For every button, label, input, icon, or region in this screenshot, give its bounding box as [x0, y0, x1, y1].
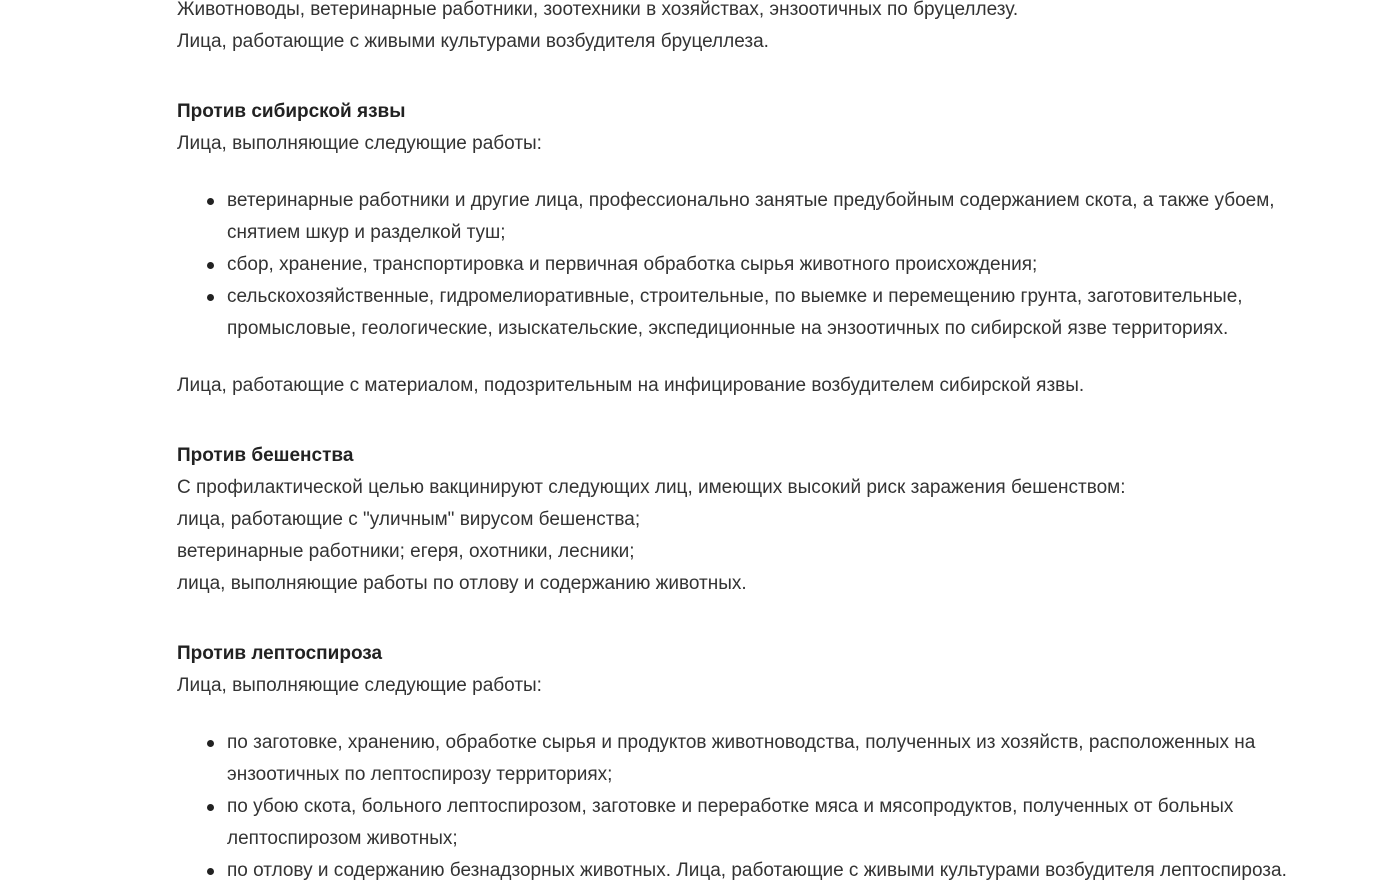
- bullet-icon: [207, 804, 214, 811]
- anthrax-list: [177, 185, 1377, 345]
- article-body: [177, 0, 1377, 887]
- list-item-text-cont: энзоотичных по лептоспирозу территориях;: [227, 764, 613, 785]
- rabies-line-2: лица, работающие с "уличным" вирусом бешенства;: [177, 509, 641, 530]
- spacer: [177, 702, 1377, 727]
- anthrax-footer: Лица, работающие с материалом, подозрительным на инфицирование возбудителем сибирской язвы.: [177, 375, 1085, 396]
- rabies-line-1: С профилактической целью вакцинируют следующих лиц, имеющих высокий риск заражения бешенством:: [177, 477, 1126, 498]
- list-item-text-cont: промысловые, геологические, изыскательские, экспедиционные на энзоотичных по сибирской язве территориях.: [227, 318, 1229, 339]
- list-item-text-cont: лептоспирозом животных;: [227, 828, 458, 849]
- anthrax-heading: Против сибирской язвы: [177, 101, 406, 122]
- intro-line-1: Животноводы, ветеринарные работники, зоотехники в хозяйствах, энзоотичных по бруцеллезу.: [177, 0, 1019, 20]
- bullet-icon: [207, 198, 214, 205]
- list-item: [227, 791, 1377, 855]
- rabies-heading: Против бешенства: [177, 445, 354, 466]
- leptospirosis-lead: Лица, выполняющие следующие работы:: [177, 675, 542, 696]
- list-item: [227, 855, 1377, 887]
- list-item-text: по убою скота, больного лептоспирозом, заготовке и переработке мяса и мясопродуктов, полученных от больных: [227, 796, 1234, 817]
- spacer: [177, 58, 1377, 96]
- list-item-text: сбор, хранение, транспортировка и первичная обработка сырья животного происхождения;: [227, 254, 1038, 275]
- bullet-icon: [207, 740, 214, 747]
- list-item-text: по отлову и содержанию безнадзорных животных. Лица, работающие с живыми культурами возбудителя лептоспироза.: [227, 860, 1287, 881]
- bullet-icon: [207, 868, 214, 875]
- spacer: [177, 600, 1377, 638]
- rabies-line-4: лица, выполняющие работы по отлову и содержанию животных.: [177, 573, 747, 594]
- list-item-text-cont: снятием шкур и разделкой туш;: [227, 222, 506, 243]
- leptospirosis-heading: Против лептоспироза: [177, 643, 383, 664]
- spacer: [177, 160, 1377, 185]
- list-item: [227, 727, 1377, 791]
- leptospirosis-list: [177, 727, 1377, 887]
- rabies-line-3: ветеринарные работники; егеря, охотники, лесники;: [177, 541, 635, 562]
- list-item-text: сельскохозяйственные, гидромелиоративные, строительные, по выемке и перемещению грунта, заготовительные,: [227, 286, 1243, 307]
- list-item: [227, 185, 1377, 249]
- list-item-text: по заготовке, хранению, обработке сырья и продуктов животноводства, полученных из хозяйств, расположенных на: [227, 732, 1256, 753]
- spacer: [177, 402, 1377, 440]
- list-item: [227, 281, 1377, 345]
- list-item: [227, 249, 1377, 281]
- bullet-icon: [207, 262, 214, 269]
- bullet-icon: [207, 294, 214, 301]
- anthrax-lead: Лица, выполняющие следующие работы:: [177, 133, 542, 154]
- list-item-text: ветеринарные работники и другие лица, профессионально занятые предубойным содержанием скота, а также убоем,: [227, 190, 1275, 211]
- intro-line-2: Лица, работающие с живыми культурами возбудителя бруцеллеза.: [177, 31, 769, 52]
- spacer: [177, 345, 1377, 370]
